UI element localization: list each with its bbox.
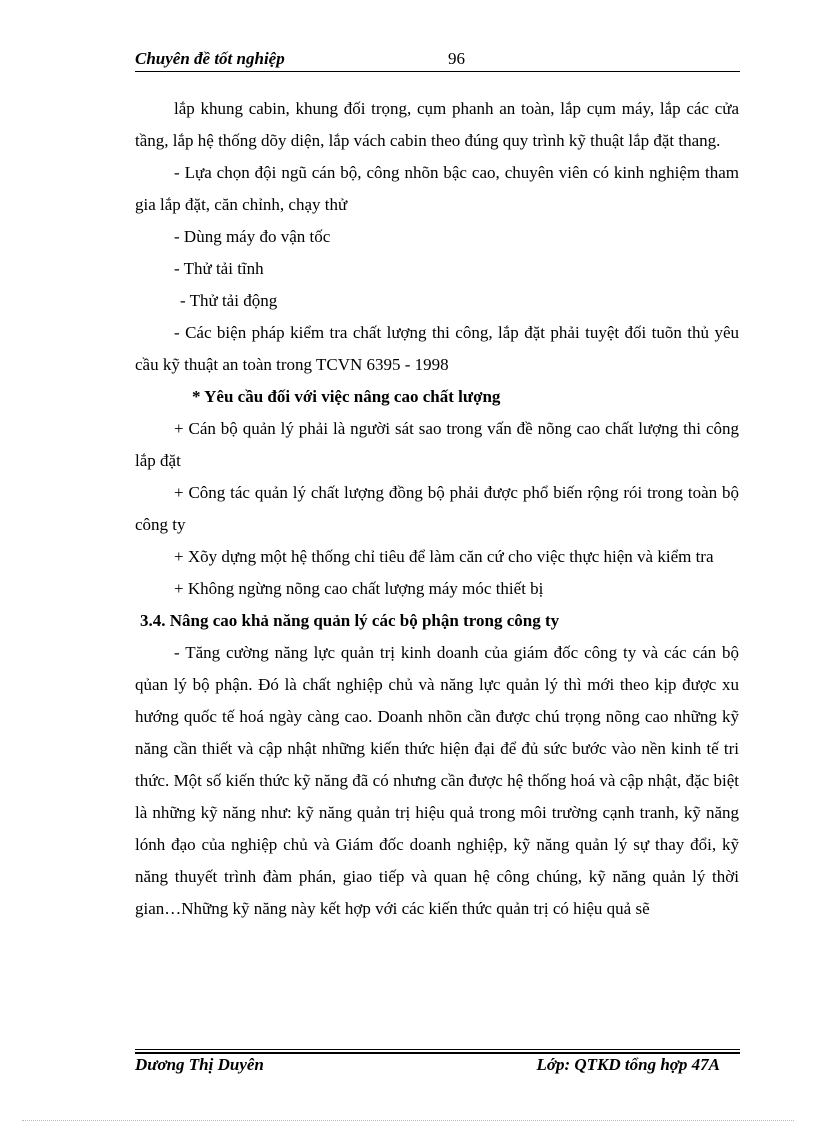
footer-class: Lớp: QTKD tổng hợp 47A [536,1055,720,1074]
list-item: - Dùng máy đo vận tốc [174,227,331,246]
paragraph: - Tăng cường năng lực quản trị kinh doanh của giám đốc công ty và các cán bộ qủan lý bộ phận. Đó là chất nghiệp chủ và năng lực quản lý thì mới theo kịp được xu hướng quốc tế hoá ngày càng cao. Doanh nhõn cần được chú trọng nõng cao những kỹ năng cần thiết và cập nhật những kiến thức hiện đại để đủ sức bước vào nền kinh tế tri thức. Một số kiến thức kỹ năng đã có nhưng cần được hệ thống hoá và cập nhật, đặc biệt là những kỹ năng như: kỹ năng quản trị hiệu quả trong môi trường cạnh tranh, kỹ năng lónh đạo của nghiệp chủ và Giám đốc doanh nghiệp, kỹ năng quản lý sự thay đổi, kỹ năng thuyết trình đàm phán, giao tiếp và quan hệ công chúng, kỹ năng quản lý thời gian…Những kỹ năng này kết hợp với các kiến thức quản trị có hiệu quả sẽ [135,643,739,918]
requirement-item: + Không ngừng nõng cao chất lượng máy móc thiết bị [174,579,544,598]
page-body [135,93,739,925]
section-heading: 3.4. Nâng cao khả năng quản lý các bộ phận trong công ty [140,611,560,630]
page-number: 96 [448,49,465,68]
requirement-item: + Công tác quản lý chất lượng đồng bộ phải được phổ biến rộng rói trong toàn bộ công ty [135,483,739,534]
page-header [135,49,740,73]
paragraph: - Lựa chọn đội ngũ cán bộ, công nhõn bậc cao, chuyên viên có kinh nghiệm tham gia lắp đặt, căn chỉnh, chạy thử [135,163,739,214]
header-rule [135,71,740,72]
paragraph: - Các biện pháp kiểm tra chất lượng thi công, lắp đặt phải tuyệt đối tuõn thủ yêu cầu kỹ thuật an toàn trong TCVN 6395 - 1998 [135,323,739,374]
list-item: - Thử tải động [180,291,278,310]
footer-rule-thin [135,1049,740,1050]
header-title: Chuyên đề tốt nghiệp [135,49,285,68]
footer-author: Dương Thị Duyên [135,1055,264,1074]
requirement-item: + Cán bộ quản lý phải là người sát sao trong vấn đề nõng cao chất lượng thi công lắp đặt [135,419,739,470]
paragraph: lắp khung cabin, khung đối trọng, cụm phanh an toàn, lắp cụm máy, lắp các cửa tầng, lắp hệ thống dõy diện, lắp vách cabin theo đúng quy trình kỹ thuật lắp đặt thang. [135,99,739,150]
list-item: - Thử tải tĩnh [174,259,264,278]
page-edge [22,1120,794,1121]
subheading: * Yêu cầu đối với việc nâng cao chất lượng [192,387,501,406]
footer-rule-thick [135,1052,740,1054]
requirement-item: + Xõy dựng một hệ thống chỉ tiêu để làm căn cứ cho việc thực hiện và kiểm tra [174,547,714,566]
